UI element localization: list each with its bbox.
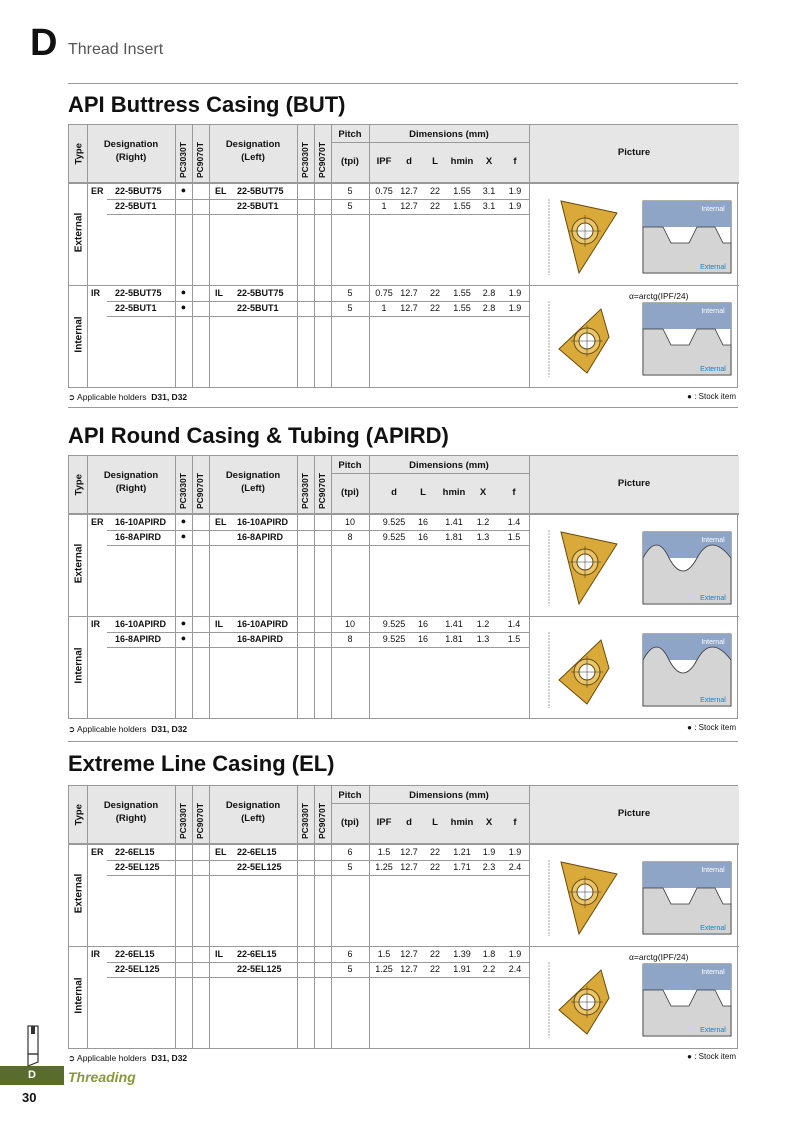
designation-right-sub: (Right) <box>115 483 147 494</box>
dim-header: hmin <box>450 817 474 828</box>
group-label-int: Internal <box>73 316 85 353</box>
dim-value: 2.2 <box>482 964 496 974</box>
dim-header: d <box>391 487 397 498</box>
but-table <box>68 124 738 388</box>
dim-header: L <box>432 817 438 828</box>
external-label: External <box>700 595 726 602</box>
apird-title: API Round Casing & Tubing (APIRD) <box>68 423 449 448</box>
dim-header: f <box>513 156 517 167</box>
right-code: ER <box>91 517 104 527</box>
left-code: IL <box>215 619 223 629</box>
designation-right: 22-5EL125 <box>115 862 160 872</box>
dim-value: 2.4 <box>508 862 522 872</box>
pitch-header: Pitch <box>338 460 362 471</box>
pitch-value: 5 <box>347 964 353 974</box>
el-insert-diagram <box>539 950 739 1044</box>
dim-value: 9.525 <box>382 517 406 527</box>
grid-line <box>175 786 176 1048</box>
formula: α=arctg(IPF/24) <box>629 291 689 301</box>
grid-line <box>529 786 530 1048</box>
designation-left: 22-6EL15 <box>237 949 277 959</box>
footer-word: Threading <box>68 1069 136 1085</box>
dim-value: 22 <box>429 862 440 872</box>
external-label: External <box>700 264 726 271</box>
dim-value: 12.7 <box>400 201 418 211</box>
group-label-int: Internal <box>73 647 85 684</box>
pitch-value: 5 <box>347 288 353 298</box>
dim-header: X <box>485 817 493 828</box>
grid-line <box>297 786 298 1048</box>
grade-header: PC9070T <box>317 803 327 839</box>
but-insert-diagram <box>539 289 739 383</box>
dim-value: 22 <box>429 847 440 857</box>
dim-value: 16 <box>417 634 428 644</box>
designation-left-sub: (Left) <box>241 483 265 494</box>
dim-value: 12.7 <box>400 862 418 872</box>
dim-value: 1.9 <box>508 847 522 857</box>
left-code: IL <box>215 949 223 959</box>
dim-header: L <box>420 487 426 498</box>
designation-right-sub: (Right) <box>115 813 147 824</box>
picture-header: Picture <box>617 147 651 158</box>
left-code: IL <box>215 288 223 298</box>
pitch-value: 8 <box>347 634 353 644</box>
picture-cell <box>539 848 739 944</box>
group-label-ext: External <box>73 873 85 914</box>
divider <box>68 83 738 84</box>
pitch-value: 6 <box>347 847 353 857</box>
grid-line <box>107 860 529 861</box>
grid-line <box>107 199 529 200</box>
tool-icon <box>22 1024 44 1066</box>
dim-value: 1.81 <box>445 634 463 644</box>
grade-header: PC3030T <box>178 803 188 839</box>
dim-header: hmin <box>442 487 466 498</box>
grid-line <box>107 545 529 546</box>
dim-value: 1.2 <box>476 517 490 527</box>
holders-icon: ➲ <box>68 724 76 734</box>
left-code: EL <box>215 186 227 196</box>
apird-insert-diagram <box>539 620 739 714</box>
designation-left-sub: (Left) <box>241 813 265 824</box>
dim-header: f <box>512 487 516 498</box>
designation-right-header: Designation <box>103 139 159 150</box>
stock-dot: ● <box>180 516 187 526</box>
designation-left: 16-8APIRD <box>237 634 284 644</box>
pitch-value: 5 <box>347 201 353 211</box>
dim-value: 1.21 <box>453 847 471 857</box>
external-label: External <box>700 1027 726 1034</box>
external-label: External <box>700 697 726 704</box>
designation-right: 16-8APIRD <box>115 634 162 644</box>
picture-cell <box>539 518 739 614</box>
internal-label: Internal <box>701 969 725 976</box>
designation-right: 22-6EL15 <box>115 847 155 857</box>
external-label: External <box>700 366 726 373</box>
dim-value: 1.41 <box>445 619 463 629</box>
designation-left: 22-5BUT75 <box>237 288 284 298</box>
dim-value: 16 <box>417 619 428 629</box>
dim-value: 9.525 <box>382 532 406 542</box>
dim-header: d <box>406 156 412 167</box>
right-code: IR <box>91 619 100 629</box>
right-code: IR <box>91 949 100 959</box>
dim-value: 1.9 <box>508 186 522 196</box>
designation-left: 22-5BUT1 <box>237 201 279 211</box>
grid-line <box>529 125 530 387</box>
grid-line <box>107 632 529 633</box>
stock-dot: ● <box>180 618 187 628</box>
grid-line <box>297 125 298 387</box>
dim-value: 1.55 <box>453 201 471 211</box>
grid-line <box>107 301 529 302</box>
picture-header: Picture <box>617 478 651 489</box>
designation-right: 22-5BUT1 <box>115 201 157 211</box>
designation-left-header: Designation <box>225 139 281 150</box>
grid-line <box>297 456 298 718</box>
grid-line <box>314 125 315 387</box>
grid-line <box>331 803 529 804</box>
but-title: API Buttress Casing (BUT) <box>68 92 346 117</box>
grade-header: PC3030T <box>300 142 310 178</box>
pitch-value: 10 <box>344 517 355 527</box>
dim-value: 1.4 <box>507 619 521 629</box>
dim-header: IPF <box>376 817 392 828</box>
dim-value: 1.55 <box>453 186 471 196</box>
page-number: 30 <box>22 1090 37 1105</box>
type-header: Type <box>73 143 85 165</box>
grid-line <box>107 875 529 876</box>
dim-value: 1 <box>381 201 387 211</box>
grid-line <box>107 316 529 317</box>
designation-right: 22-6EL15 <box>115 949 155 959</box>
internal-label: Internal <box>701 537 725 544</box>
tpi-header: (tpi) <box>341 156 359 167</box>
group-label-int: Internal <box>73 977 85 1014</box>
pitch-header: Pitch <box>338 129 362 140</box>
dim-value: 2.8 <box>482 303 496 313</box>
holders-icon: ➲ <box>68 1053 76 1063</box>
stock-note: ● : Stock item <box>687 1052 736 1061</box>
dim-value: 1.9 <box>508 949 522 959</box>
grid-line <box>209 125 210 387</box>
pitch-value: 5 <box>347 186 353 196</box>
grid-line <box>107 977 529 978</box>
dimensions-header: Dimensions (mm) <box>409 129 489 140</box>
dim-value: 2.3 <box>482 862 496 872</box>
dim-value: 1.39 <box>453 949 471 959</box>
dimensions-header: Dimensions (mm) <box>409 790 489 801</box>
pitch-value: 5 <box>347 303 353 313</box>
pitch-header: Pitch <box>338 790 362 801</box>
dim-value: 9.525 <box>382 634 406 644</box>
grid-line <box>314 456 315 718</box>
grid-line <box>192 786 193 1048</box>
tpi-header: (tpi) <box>341 817 359 828</box>
grid-line <box>107 647 529 648</box>
grade-header: PC3030T <box>300 473 310 509</box>
apird-table <box>68 455 738 719</box>
dim-value: 1.25 <box>375 862 393 872</box>
dim-value: 1.3 <box>476 634 490 644</box>
picture-header: Picture <box>617 808 651 819</box>
type-header: Type <box>73 804 85 826</box>
dim-value: 1.55 <box>453 303 471 313</box>
grid-line <box>107 214 529 215</box>
dim-value: 3.1 <box>482 186 496 196</box>
stock-dot: ● <box>180 633 187 643</box>
dim-value: 2.4 <box>508 964 522 974</box>
dim-value: 16 <box>417 517 428 527</box>
grid-line <box>314 786 315 1048</box>
dim-value: 22 <box>429 288 440 298</box>
dim-header: f <box>513 817 517 828</box>
designation-left-header: Designation <box>225 800 281 811</box>
grid-line <box>209 786 210 1048</box>
dim-value: 12.7 <box>400 303 418 313</box>
section-title: Thread Insert <box>68 41 164 58</box>
footer-tab: D <box>0 1066 64 1085</box>
grid-line <box>69 616 739 617</box>
dim-value: 2.8 <box>482 288 496 298</box>
designation-left: 16-8APIRD <box>237 532 284 542</box>
dim-value: 22 <box>429 201 440 211</box>
grid-line <box>175 456 176 718</box>
dim-header: IPF <box>376 156 392 167</box>
designation-left-sub: (Left) <box>241 152 265 163</box>
stock-dot: ● <box>180 302 187 312</box>
grade-header: PC3030T <box>178 142 188 178</box>
dim-header: X <box>485 156 493 167</box>
designation-left-header: Designation <box>225 470 281 481</box>
dim-value: 0.75 <box>375 288 393 298</box>
designation-right: 22-5EL125 <box>115 964 160 974</box>
dim-value: 1.71 <box>453 862 471 872</box>
grid-line <box>192 125 193 387</box>
dim-value: 22 <box>429 303 440 313</box>
group-label-ext: External <box>73 543 85 584</box>
dim-value: 1.9 <box>508 303 522 313</box>
designation-right: 22-5BUT1 <box>115 303 157 313</box>
dim-value: 1.91 <box>453 964 471 974</box>
picture-cell <box>539 950 739 1046</box>
grid-line <box>529 456 530 718</box>
divider <box>68 741 738 742</box>
designation-right: 16-10APIRD <box>115 619 167 629</box>
dim-value: 0.75 <box>375 186 393 196</box>
designation-left: 22-5EL125 <box>237 862 282 872</box>
dim-value: 1.8 <box>482 949 496 959</box>
designation-right-sub: (Right) <box>115 152 147 163</box>
designation-right: 16-8APIRD <box>115 532 162 542</box>
grade-header: PC9070T <box>317 473 327 509</box>
grid-line <box>107 962 529 963</box>
designation-right: 16-10APIRD <box>115 517 167 527</box>
pitch-value: 8 <box>347 532 353 542</box>
grid-line <box>69 946 739 947</box>
dim-header: X <box>479 487 487 498</box>
dim-value: 1.9 <box>508 288 522 298</box>
dim-value: 1.4 <box>507 517 521 527</box>
designation-right-header: Designation <box>103 470 159 481</box>
dim-header: hmin <box>450 156 474 167</box>
grid-line <box>369 786 370 1048</box>
grid-line <box>69 285 739 286</box>
dim-value: 9.525 <box>382 619 406 629</box>
dim-value: 22 <box>429 964 440 974</box>
pitch-value: 6 <box>347 949 353 959</box>
grid-line <box>107 530 529 531</box>
grid-line <box>87 456 88 718</box>
grid-line <box>69 183 739 184</box>
grade-header: PC9070T <box>195 473 205 509</box>
grid-line <box>331 786 332 1048</box>
apird-insert-diagram <box>539 518 739 612</box>
el-insert-diagram <box>539 848 739 942</box>
grade-header: PC3030T <box>300 803 310 839</box>
left-code: EL <box>215 517 227 527</box>
picture-cell <box>539 289 739 385</box>
grid-line <box>87 786 88 1048</box>
but-insert-diagram <box>539 187 739 281</box>
picture-cell <box>539 187 739 283</box>
right-code: IR <box>91 288 100 298</box>
divider <box>68 407 738 408</box>
el-title: Extreme Line Casing (EL) <box>68 751 335 776</box>
dim-value: 16 <box>417 532 428 542</box>
designation-right: 22-5BUT75 <box>115 186 162 196</box>
dim-value: 1.81 <box>445 532 463 542</box>
designation-right-header: Designation <box>103 800 159 811</box>
dim-value: 1.9 <box>482 847 496 857</box>
right-code: ER <box>91 186 104 196</box>
internal-label: Internal <box>701 639 725 646</box>
stock-note: ● : Stock item <box>687 392 736 401</box>
grid-line <box>69 514 739 515</box>
designation-left: 22-5BUT75 <box>237 186 284 196</box>
left-code: EL <box>215 847 227 857</box>
type-header: Type <box>73 474 85 496</box>
dim-value: 1.25 <box>375 964 393 974</box>
but-holders: ➲ Applicable holders D31, D32 <box>68 392 188 402</box>
grid-line <box>331 456 332 718</box>
right-code: ER <box>91 847 104 857</box>
group-label-ext: External <box>73 212 85 253</box>
designation-left: 22-6EL15 <box>237 847 277 857</box>
designation-left: 22-5BUT1 <box>237 303 279 313</box>
dimensions-header: Dimensions (mm) <box>409 460 489 471</box>
apird-holders: ➲ Applicable holders D31, D32 <box>68 724 188 734</box>
internal-label: Internal <box>701 308 725 315</box>
dim-value: 22 <box>429 949 440 959</box>
grade-header: PC9070T <box>317 142 327 178</box>
dim-value: 1.55 <box>453 288 471 298</box>
stock-dot: ● <box>180 531 187 541</box>
internal-label: Internal <box>701 867 725 874</box>
section-letter: D <box>30 22 58 64</box>
holders-icon: ➲ <box>68 392 76 402</box>
internal-label: Internal <box>701 206 725 213</box>
dim-header: d <box>406 817 412 828</box>
dim-value: 1 <box>381 303 387 313</box>
designation-left: 16-10APIRD <box>237 517 289 527</box>
tpi-header: (tpi) <box>341 487 359 498</box>
dim-value: 1.5 <box>377 949 391 959</box>
stock-dot: ● <box>180 287 187 297</box>
grid-line <box>69 844 739 845</box>
dim-value: 12.7 <box>400 964 418 974</box>
dim-value: 3.1 <box>482 201 496 211</box>
picture-cell <box>539 620 739 716</box>
dim-value: 1.9 <box>508 201 522 211</box>
el-table <box>68 785 738 1049</box>
dim-value: 1.5 <box>507 532 521 542</box>
designation-left: 16-10APIRD <box>237 619 289 629</box>
dim-value: 1.41 <box>445 517 463 527</box>
stock-note: ● : Stock item <box>687 723 736 732</box>
grid-line <box>87 125 88 387</box>
dim-value: 12.7 <box>400 186 418 196</box>
pitch-value: 10 <box>344 619 355 629</box>
formula: α=arctg(IPF/24) <box>629 952 689 962</box>
grade-header: PC3030T <box>178 473 188 509</box>
designation-right: 22-5BUT75 <box>115 288 162 298</box>
stock-dot: ● <box>180 185 187 195</box>
grid-line <box>369 456 370 718</box>
grid-line <box>369 125 370 387</box>
grid-line <box>175 125 176 387</box>
grid-line <box>331 125 332 387</box>
grade-header: PC9070T <box>195 803 205 839</box>
dim-value: 1.5 <box>507 634 521 644</box>
pitch-value: 5 <box>347 862 353 872</box>
el-holders: ➲ Applicable holders D31, D32 <box>68 1053 188 1063</box>
dim-value: 1.2 <box>476 619 490 629</box>
dim-value: 22 <box>429 186 440 196</box>
grade-header: PC9070T <box>195 142 205 178</box>
dim-header: L <box>432 156 438 167</box>
external-label: External <box>700 925 726 932</box>
dim-value: 1.5 <box>377 847 391 857</box>
dim-value: 12.7 <box>400 949 418 959</box>
grid-line <box>331 142 529 143</box>
grid-line <box>192 456 193 718</box>
dim-value: 12.7 <box>400 288 418 298</box>
grid-line <box>331 473 529 474</box>
designation-left: 22-5EL125 <box>237 964 282 974</box>
grid-line <box>209 456 210 718</box>
dim-value: 12.7 <box>400 847 418 857</box>
dim-value: 1.3 <box>476 532 490 542</box>
